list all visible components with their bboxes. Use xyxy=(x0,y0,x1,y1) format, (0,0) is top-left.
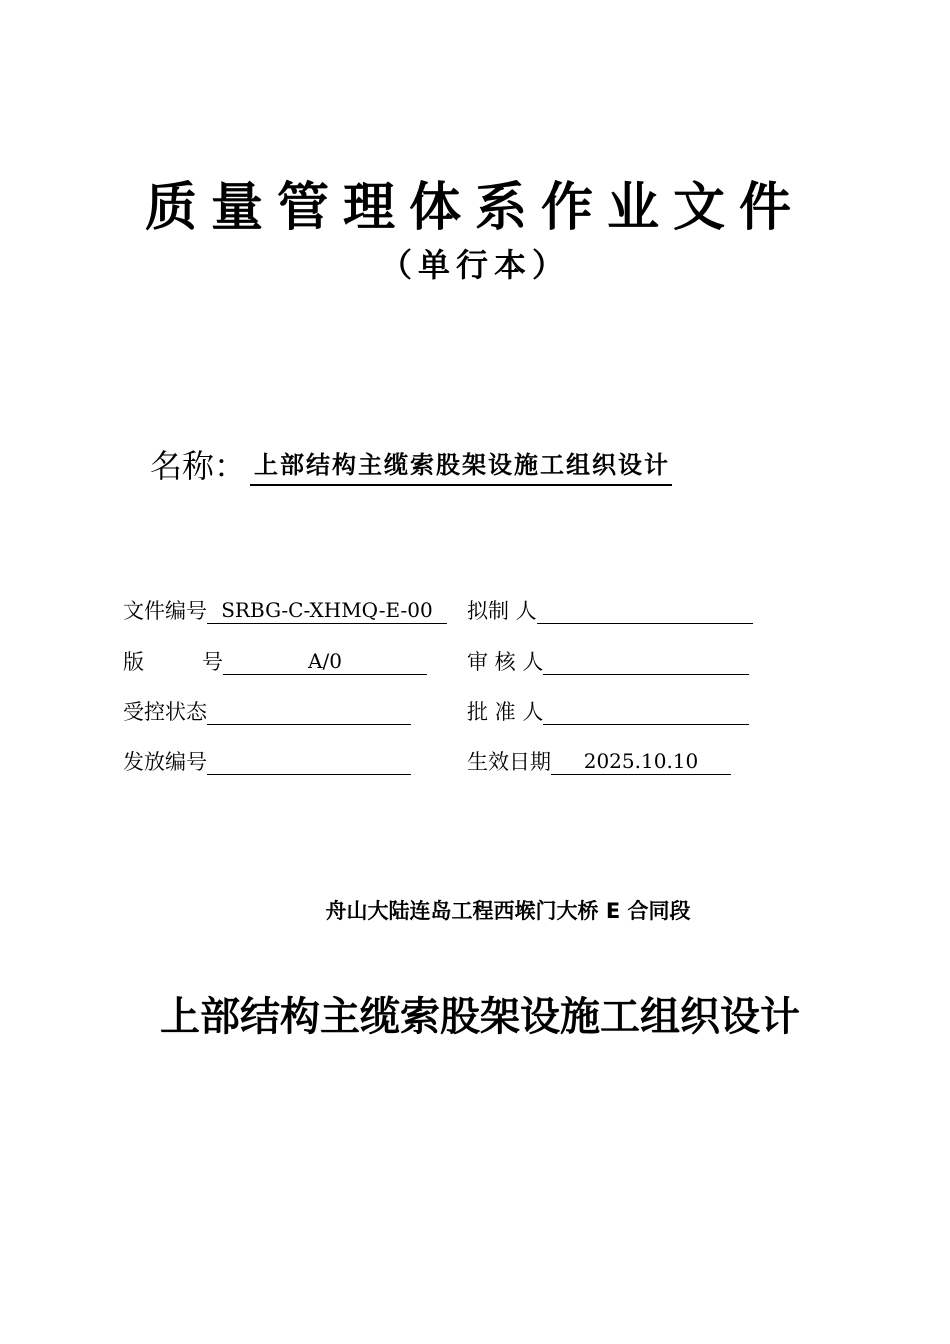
file-number-label: 文件编号 xyxy=(123,599,207,623)
reviewer-value xyxy=(543,648,749,675)
document-name-row xyxy=(150,440,672,486)
issue-number-label: 发放编号 xyxy=(123,750,207,774)
approver-label: 批 准 人 xyxy=(467,700,544,724)
effective-date-label: 生效日期 xyxy=(467,750,551,774)
approver-value xyxy=(543,698,749,725)
issue-number-field xyxy=(123,745,411,775)
drafter-label: 拟制 人 xyxy=(467,599,537,623)
approver-field xyxy=(467,695,749,725)
document-title: 上部结构主缆索股架设施工组织设计 xyxy=(160,994,800,1040)
sub-title: （单行本） xyxy=(379,246,570,284)
drafter-field xyxy=(467,594,753,624)
control-status-value xyxy=(207,698,411,725)
file-number-field xyxy=(123,594,447,624)
main-title: 质量管理体系作业文件 xyxy=(144,177,805,238)
reviewer-label: 审 核 人 xyxy=(467,650,544,674)
version-field xyxy=(123,645,427,675)
company-contract-section: 舟山大陆连岛工程西堠门大桥 E 合同段 xyxy=(325,899,691,923)
name-value: 上部结构主缆索股架设施工组织设计 xyxy=(250,448,672,486)
file-number-value: SRBG-C-XHMQ-E-00 xyxy=(207,597,447,624)
issue-number-value xyxy=(207,748,411,775)
name-label: 名称： xyxy=(150,447,247,485)
version-label-2: 号 xyxy=(202,650,223,674)
effective-date-field xyxy=(467,745,731,775)
control-status-field xyxy=(123,695,411,725)
version-value: A/0 xyxy=(223,648,427,675)
reviewer-field xyxy=(467,645,749,675)
drafter-value xyxy=(537,597,753,624)
control-status-label: 受控状态 xyxy=(123,700,207,724)
effective-date-value: 2025.10.10 xyxy=(551,748,731,775)
version-label: 版 xyxy=(123,650,144,674)
